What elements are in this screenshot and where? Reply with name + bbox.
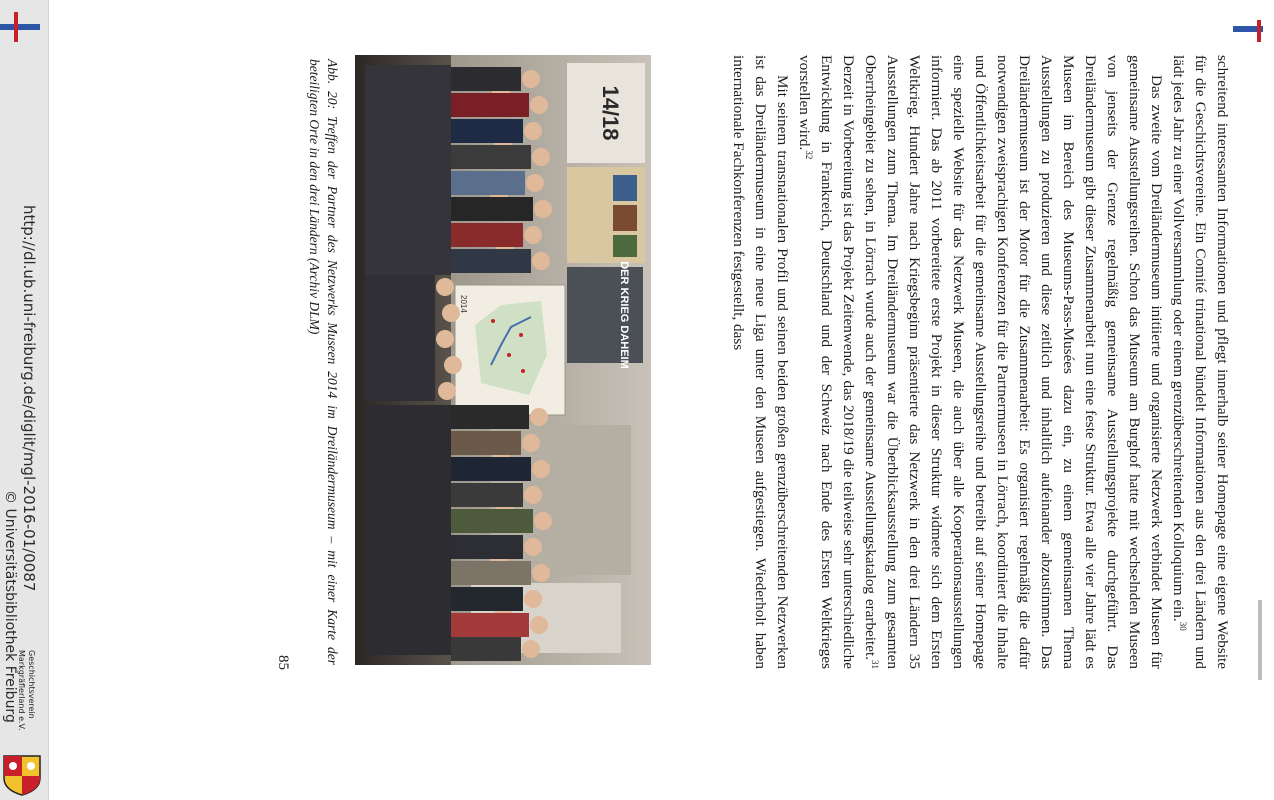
poster-title: DER KRIEG DAHEIM	[618, 261, 630, 369]
copyright-notice: © Universitätsbibliothek Freiburg	[2, 490, 18, 723]
footnote-ref[interactable]: 31	[870, 660, 881, 669]
page-number: 85	[275, 655, 291, 670]
poster-label: 14/18	[598, 85, 623, 141]
body-text	[727, 55, 1233, 669]
map-legend: 2014	[459, 295, 468, 313]
footnote-ref[interactable]: 32	[804, 150, 815, 160]
society-crest-icon	[2, 754, 42, 796]
paragraph-3: Mit seinem transnationalen Profil und seinen beiden großen grenzüberschreitenden Netzwerken ist das Dreiländermuseum in eine neue Liga unter den Museen aufgestiegen. Wiederholt haben internationale Fachkonferenzen festgestellt, dass	[730, 55, 791, 669]
book-page	[233, 55, 1233, 675]
paragraph-1: schreitend interessanten Informationen und pflegt innerhalb seiner Homepage eine eigene Website für die Geschichtsvereine. Ein Comité trinational bündelt Informationen aus den drei Ländern und lädt jedes Jahr zu einer Vollversammlung oder einem grenzüberschreitenden Kolloquium ein.$^{30}$	[1170, 55, 1231, 669]
figure-caption: Abb. 20: Treffen der Partner des Netzwerks Museen 2014 im Dreiländermuseum – mit einer Karte der beteiligten Orte in den drei Ländern (Archiv DLM)	[307, 59, 340, 665]
publisher-label: Geschichtsverein Markgräflerland e.V.	[17, 650, 36, 731]
poster	[567, 63, 645, 163]
map-board	[455, 285, 565, 415]
page-edge-strip	[1258, 600, 1262, 680]
poster	[567, 261, 643, 369]
footnote-ref[interactable]: 30	[1178, 621, 1189, 631]
paragraph-2: Das zweite vom Dreiländermuseum initiierte und organisierte Netzwerk verbindet Museen für gemeinsame Ausstellungsreihen. Schon das Museum am Burghof hatte mit wechselnden Museen von jenseits der Grenze regelmäßig gemeinsame Ausstellungsprojekte durchgeführt. Das Dreiländermuseum gibt dieser Zusammenarbeit nun eine feste Struktur. Etwa alle vier Jahre lädt es Museen im Bereich des Museums-Pass-Musées dazu ein, zu einem gemeinsamen Thema Ausstellungen zu produzieren und diese zeitlich und inhaltlich aufeinander abzustimmen. Das Dreiländermuseum ist der Motor für die Zusammenarbeit: Es organisiert regelmäßig die dafür notwendigen zweisprachigen Konferenzen für die Partnermuseen in Lörrach, koordiniert die Inhalte und Öffentlichkeitsarbeit für die gemeinsame Ausstellungsreihe und betreibt auf seiner Homepage eine spezielle Website für das Netzwerk Museen, die auch über alle Kooperationsausstellungen informiert. Das ab 2011 vorbereitete erste Projekt in dieser Struktur widmete sich dem Ersten Weltkrieg. Hundert Jahre nach Kriegsbeginn präsentierte das Netzwerk in den drei Ländern 35 Ausstellungen zum Thema. Im Dreiländermuseum war die Überblicksausstellung zum gesamten Oberrheingebiet zu sehen, in Lörrach wurde auch der gemeinsame Ausstellungskatalog erarbeitet.$^{31}$ Derzeit in Vorbereitung ist das Projekt Zeitenwende, das 2018/19 die teilweise sehr unterschiedliche Entwicklung in Frankreich, Deutschland und der Schweiz nach Ende des Ersten Weltkrieges vorstellen wird.$^{32}$	[796, 55, 1165, 669]
library-logo-icon	[0, 12, 40, 46]
document-url[interactable]: http://dl.ub.uni-freiburg.de/diglit/mgl-2016-01/0087	[20, 205, 38, 592]
viewer-sidebar	[0, 0, 49, 800]
poster	[567, 167, 645, 263]
group-photo	[355, 55, 651, 665]
page-edge-marker	[1233, 20, 1263, 42]
